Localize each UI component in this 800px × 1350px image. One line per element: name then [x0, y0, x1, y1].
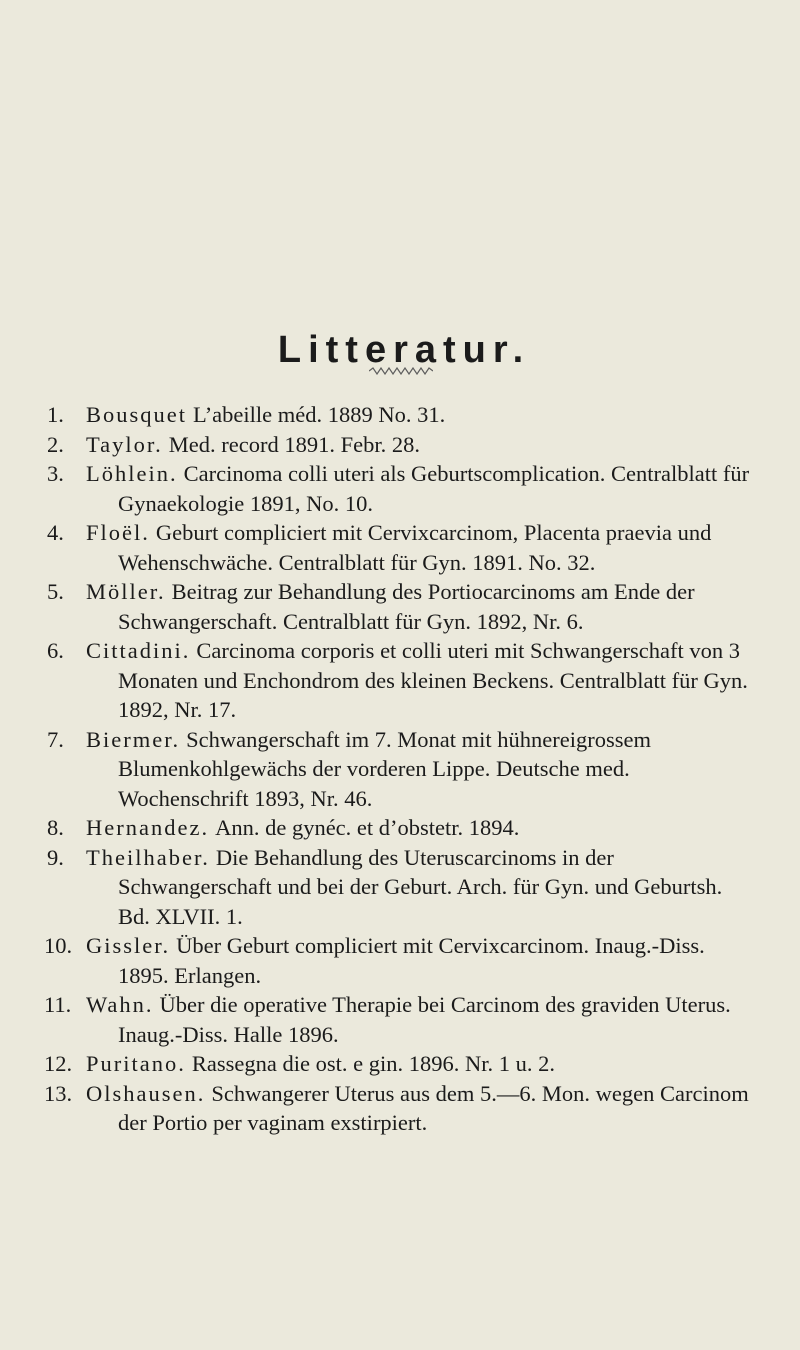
- entry-number: 2.: [47, 431, 64, 457]
- entry-author: Bousquet: [86, 402, 188, 427]
- bibliography-entry: [0, 459, 800, 518]
- entry-text: Carcinoma colli uteri als Geburtscomplication. Centralblatt für Gynaekologie 1891, No. 10.: [118, 461, 750, 516]
- entry-number: 7.: [47, 726, 64, 752]
- entry-text: Carcinoma corporis et colli uteri mit Schwangerschaft von 3 Monaten und Enchondrom des kleinen Beckens. Centralblatt für Gyn. 1892, Nr. 17.: [118, 638, 748, 722]
- entry-author: Hernandez.: [86, 815, 210, 840]
- entry-author: Taylor.: [86, 431, 163, 457]
- bibliography-list: [0, 400, 800, 1138]
- entry-author: Wahn.: [86, 992, 154, 1017]
- page-title: Litteratur.: [277, 329, 531, 372]
- entry-number: 1.: [47, 402, 64, 427]
- entry-number: 10.: [44, 933, 73, 958]
- entry-author: Floël.: [86, 520, 150, 545]
- entry-text: Rassegna die ost. e gin. 1896. Nr. 1 u. 2.: [191, 1051, 555, 1076]
- bibliography-entry: [0, 843, 800, 932]
- entry-text: Über Geburt compliciert mit Cervixcarcinom. Inaug.-Diss. 1895. Erlangen.: [118, 933, 705, 988]
- bibliography-entry: [0, 931, 800, 990]
- entry-number: 9.: [47, 844, 64, 870]
- entry-number: 6.: [47, 638, 64, 663]
- entry-author: Biermer.: [86, 726, 181, 752]
- entry-text: Die Behandlung des Uteruscarcinoms in der Schwangerschaft und bei der Geburt. Arch. für Gyn. und Geburtsh. Bd. XLVII. 1.: [118, 844, 723, 929]
- bibliography-entry: [0, 400, 800, 430]
- bibliography-entry: [0, 725, 800, 814]
- entry-number: 5.: [47, 579, 64, 604]
- entry-author: Olshausen.: [86, 1080, 206, 1106]
- bibliography-entry: [0, 1079, 800, 1138]
- bibliography-entry: [0, 577, 800, 636]
- entry-number: 12.: [44, 1051, 73, 1076]
- bibliography-entry: [0, 430, 800, 460]
- entry-text: Über die operative Therapie bei Carcinom des graviden Uterus. Inaug.-Diss. Halle 1896.: [118, 992, 731, 1047]
- entry-number: 13.: [44, 1080, 73, 1106]
- entry-number: 11.: [44, 992, 72, 1017]
- entry-text: Geburt compliciert mit Cervixcarcinom, Placenta praevia und Wehenschwäche. Centralblatt für Gyn. 1891. No. 32.: [118, 520, 712, 575]
- wavy-rule-ornament: [369, 367, 433, 375]
- entry-author: Puritano.: [86, 1051, 186, 1076]
- bibliography-entry: [0, 636, 800, 725]
- entry-number: 4.: [47, 520, 64, 545]
- entry-author: Gissler.: [86, 933, 171, 958]
- entry-text: Ann. de gynéc. et d’obstetr. 1894.: [215, 815, 520, 840]
- entry-author: Cittadini.: [86, 638, 191, 663]
- entry-text: Beitrag zur Behandlung des Portiocarcinoms am Ende der Schwangerschaft. Centralblatt für Gyn. 1892, Nr. 6.: [118, 579, 695, 634]
- entry-author: Löhlein.: [86, 461, 178, 486]
- bibliography-entry: [0, 990, 800, 1049]
- entry-author: Theilhaber.: [86, 844, 210, 870]
- entry-text: Schwangerschaft im 7. Monat mit hühnereigrossem Blumenkohlgewächs der vorderen Lippe. Deutsche med. Wochenschrift 1893, Nr. 46.: [118, 726, 652, 811]
- entry-author: Möller.: [86, 579, 166, 604]
- entry-number: 3.: [47, 461, 64, 486]
- entry-number: 8.: [47, 815, 64, 840]
- bibliography-entry: [0, 813, 800, 843]
- entry-text: Med. record 1891. Febr. 28.: [168, 431, 420, 457]
- entry-text: Schwangerer Uterus aus dem 5.—6. Mon. wegen Carcinom der Portio per vaginam exstirpiert.: [118, 1080, 749, 1135]
- bibliography-entry: [0, 518, 800, 577]
- bibliography-entry: [0, 1049, 800, 1079]
- entry-text: L’abeille méd. 1889 No. 31.: [193, 402, 446, 427]
